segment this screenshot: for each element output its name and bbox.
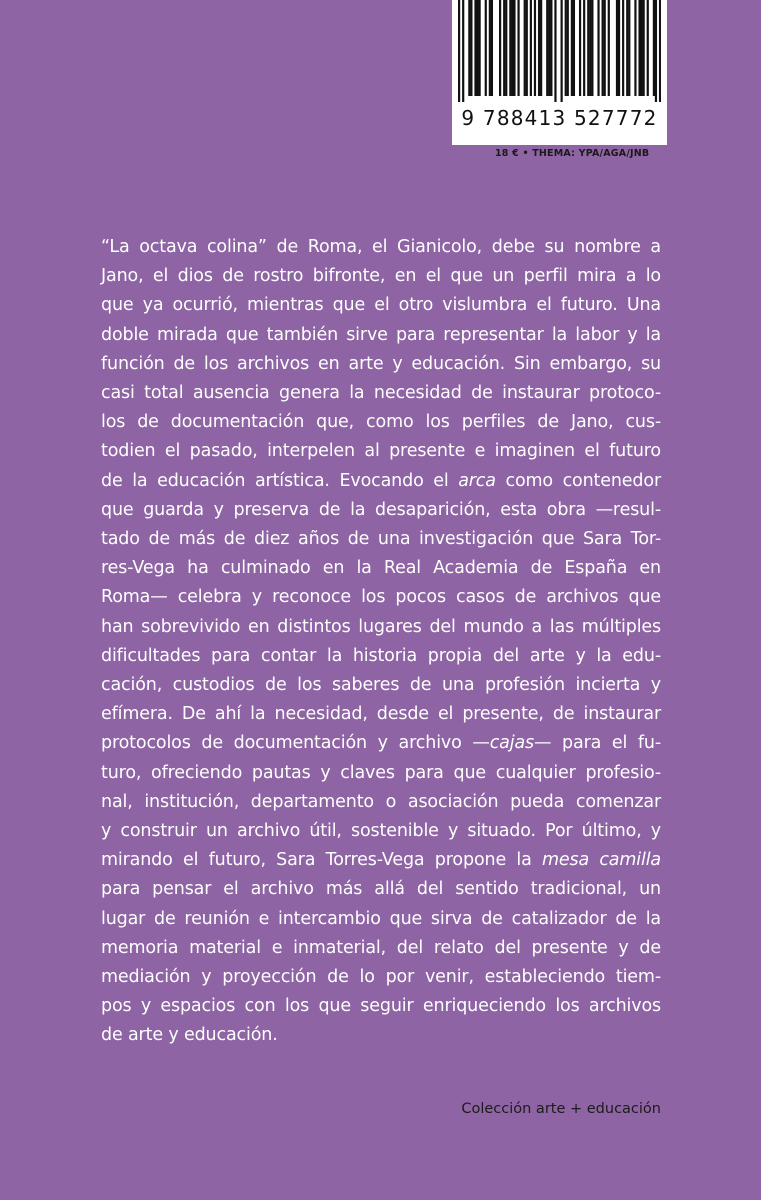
blurb-line: de arte y educación. [101, 1025, 278, 1046]
barcode-bar [638, 0, 640, 96]
barcode-bar [513, 0, 515, 96]
barcode-bar [659, 0, 661, 102]
barcode-bar [538, 0, 540, 96]
barcode-bar [503, 0, 505, 96]
barcode-bar [589, 0, 591, 96]
barcode-bar [489, 0, 491, 96]
barcode-bar [485, 0, 487, 96]
barcode-bar [550, 0, 552, 96]
barcode-bar [602, 0, 604, 96]
blurb-line: mediación y proyección de lo por venir, estableciendo tiem- [101, 967, 661, 988]
barcode-bars [458, 0, 661, 102]
barcode-bar [468, 0, 470, 96]
barcode-bar [618, 0, 620, 96]
barcode-bar [597, 0, 599, 96]
isbn-number: 9 788413 527772 [461, 106, 658, 130]
blurb-line: “La octava colina” de Roma, el Gianicolo, debe su nombre a [101, 237, 661, 257]
blurb-line: turo, ofreciendo pautas y claves para que cualquier profesio- [101, 762, 661, 783]
blurb-line: res-Vega ha culminado en la Real Academia de España en [101, 558, 661, 579]
blurb-line: han sobrevivido en distintos lugares del mundo a las múltiples [101, 616, 661, 637]
barcode-bar [511, 0, 513, 96]
barcode-bar [626, 0, 628, 96]
barcode-bar [534, 0, 536, 96]
barcode-bar [526, 0, 528, 96]
blurb-line: los de documentación que, como los perfiles de Jano, cus- [101, 412, 661, 433]
blurb-line: mirando el futuro, Sara Torres-Vega propone la mesa camilla [101, 850, 661, 871]
barcode-bar [458, 0, 460, 102]
blurb-line: y construir un archivo útil, sostenible y situado. Por último, y [101, 821, 661, 842]
blurb-line: pos y espacios con los que seguir enriqueciendo los archivos [101, 996, 661, 1017]
barcode-bar [474, 0, 476, 96]
barcode-bar [517, 0, 519, 96]
blurb-line: memoria material e inmaterial, del relato del presente y de [101, 937, 661, 958]
barcode-bar [565, 0, 567, 96]
blurb-line: que guarda y preserva de la desaparición, esta obra —resul- [101, 499, 661, 520]
blurb-line: Roma— celebra y reconoce los pocos casos de archivos que [101, 587, 661, 608]
blurb-line: doble mirada que también sirve para representar la labor y la [101, 324, 661, 345]
barcode-bar [509, 0, 511, 96]
barcode-bar [643, 0, 645, 96]
barcode-bar [567, 0, 569, 96]
barcode-bar [524, 0, 526, 96]
barcode-bar [499, 0, 501, 96]
back-cover-blurb [101, 233, 661, 1051]
barcode-bar [616, 0, 618, 96]
barcode-bar [470, 0, 472, 96]
blurb-line: tado de más de diez años de una investigación que Sara Tor- [101, 529, 661, 550]
barcode-bar [655, 0, 657, 102]
barcode-bar [546, 0, 548, 96]
barcode-bar [554, 0, 556, 102]
barcode-bar [587, 0, 589, 96]
barcode-bar [647, 0, 649, 96]
blurb-line: función de los archivos en arte y educación. Sin embargo, su [101, 353, 661, 374]
barcode-bar [583, 0, 585, 96]
barcode-bar [591, 0, 593, 96]
blurb-line: Jano, el dios de rostro bifronte, en el que un perfil mira a lo [101, 266, 661, 287]
barcode-bar [571, 0, 573, 96]
barcode-bar [491, 0, 493, 96]
barcode-bar [653, 0, 655, 96]
barcode-bar [479, 0, 481, 96]
blurb-line: dificultades para contar la historia propia del arte y la edu- [101, 645, 661, 666]
blurb-line: lugar de reunión e intercambio que sirva de catalizador de la [101, 908, 661, 929]
italic-term: cajas [489, 733, 535, 754]
blurb-line: de la educación artística. Evocando el arca como contenedor [101, 470, 661, 491]
barcode-bar [561, 0, 563, 102]
barcode-bar [634, 0, 636, 96]
blurb-line: efímera. De ahí la necesidad, desde el presente, de instaurar [101, 704, 661, 725]
barcode-bar [530, 0, 532, 96]
blurb-line: para pensar el archivo más allá del sentido tradicional, un [101, 879, 661, 900]
barcode-bar [579, 0, 581, 96]
barcode-bar [540, 0, 542, 96]
barcode-bar [608, 0, 610, 96]
blurb-line: casi total ausencia genera la necesidad de instaurar protoco- [101, 383, 661, 404]
barcode-bar [548, 0, 550, 96]
blurb-line: que ya ocurrió, mientras que el otro vislumbra el futuro. Una [101, 295, 661, 316]
italic-term: arca [458, 470, 496, 491]
italic-term: mesa camilla [541, 850, 661, 871]
barcode-bar [476, 0, 478, 96]
barcode-bar [505, 0, 507, 96]
barcode-bar [640, 0, 642, 96]
barcode-bar [622, 0, 624, 96]
barcode-bar [628, 0, 630, 96]
barcode-bar [604, 0, 606, 96]
isbn-barcode [452, 0, 667, 145]
blurb-line: cación, custodios de los saberes de una profesión incierta y [101, 675, 661, 696]
blurb-line: todien el pasado, interpelen al presente e imaginen el futuro [101, 441, 661, 462]
barcode-bar [573, 0, 575, 96]
collection-name: Colección arte + educación [461, 1101, 661, 1117]
price-and-thema-codes: 18 € • THEMA: YPA/AGA/JNB [495, 148, 650, 159]
barcode-bar [462, 0, 464, 102]
blurb-line: protocolos de documentación y archivo —cajas— para el fu- [101, 733, 661, 754]
blurb-line: nal, institución, departamento o asociación pueda comenzar [101, 791, 661, 812]
